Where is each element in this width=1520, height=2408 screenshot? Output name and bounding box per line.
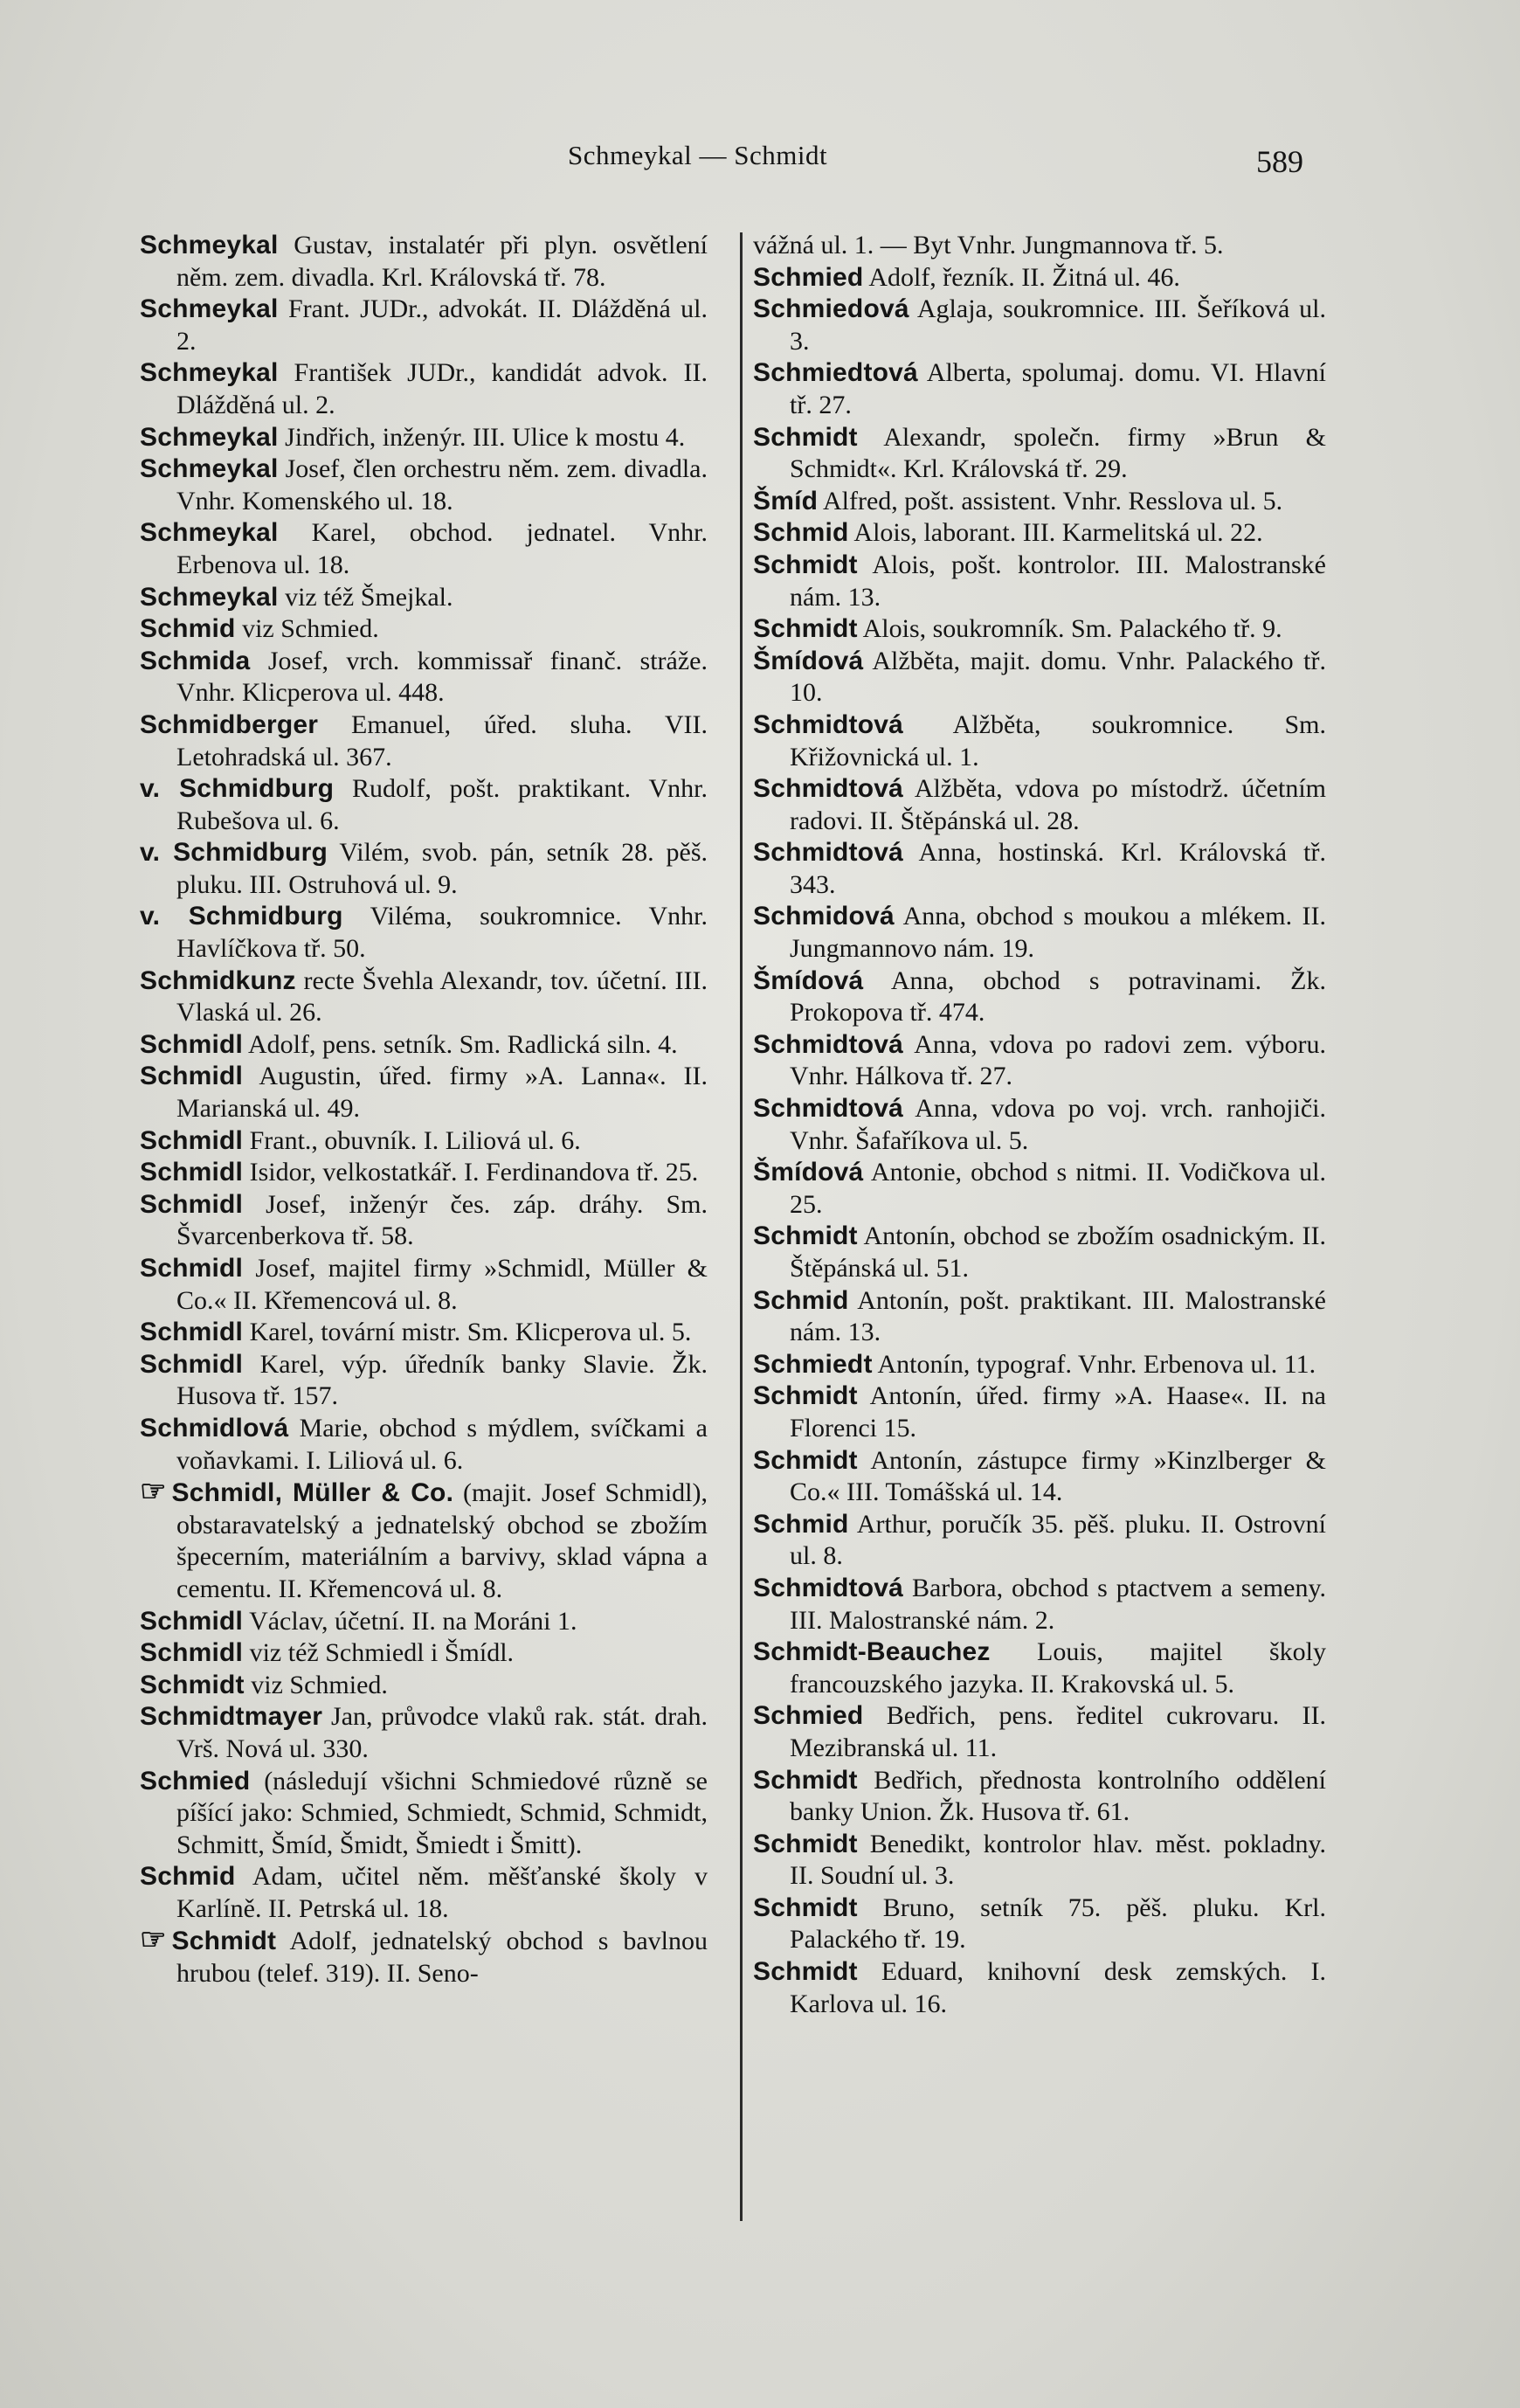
- entry-details: Arthur, poručík 35. pěš. pluku. II. Ostrovní ul. 8.: [790, 1509, 1326, 1571]
- entry-surname: Schmied: [753, 262, 864, 292]
- entry-details: Karel, tovární mistr. Sm. Klicperova ul. 5.: [249, 1318, 692, 1347]
- entry-surname: Schmidkunz: [140, 965, 296, 995]
- entry-surname: Schmidtová: [753, 1573, 904, 1602]
- directory-entry: [753, 262, 1326, 294]
- entry-details: viz též Schmiedl i Šmídl.: [249, 1638, 515, 1668]
- entry-details: Alžběta, vdova po místodrž. účetním radovi. II. Štěpánská ul. 28.: [790, 774, 1326, 835]
- directory-entry: [753, 1221, 1326, 1284]
- entry-surname: Schmidtová: [753, 838, 904, 868]
- entry-details: recte Švehla Alexandr, tov. účetní. III. Vlaská ul. 26.: [176, 965, 708, 1028]
- directory-entry: [753, 1285, 1326, 1349]
- directory-entry: [140, 517, 708, 581]
- directory-entry: [753, 965, 1326, 1029]
- entry-details: Alberta, spolumaj. domu. VI. Hlavní tř. 27.: [790, 358, 1326, 419]
- directory-entry: [753, 1700, 1326, 1764]
- directory-entry: [140, 1766, 708, 1862]
- entry-details: Emanuel, úřed. sluha. VII. Letohradská ul. 367.: [176, 709, 708, 772]
- entry-surname: Schmid: [140, 614, 236, 644]
- entry-details: vážná ul. 1. — Byt Vnhr. Jungmannova tř. 5.: [753, 231, 1224, 259]
- entry-surname: Schmidl: [140, 1158, 244, 1187]
- entry-details: Alois, soukromník. Sm. Palackého tř. 9.: [862, 614, 1282, 644]
- directory-entry: [140, 646, 708, 709]
- entry-surname: Schmeykal: [140, 582, 279, 612]
- entry-details: Vilém, svob. pán, setník 28. pěš. pluku. III. Ostruhová ul. 9.: [176, 838, 708, 899]
- entry-details: Antonie, obchod s nitmi. II. Vodičkova ul. 25.: [790, 1158, 1326, 1219]
- entry-details: Adam, učitel něm. měšťanské školy v Karlíně. II. Petrská ul. 18.: [176, 1862, 708, 1923]
- entry-details: Karel, výp. úředník banky Slavie. Žk. Husova tř. 157.: [176, 1349, 708, 1411]
- entry-surname: Schmidt: [753, 550, 858, 579]
- entry-details: Josef, majitel firmy »Schmidl, Müller & Co.« II. Křemencová ul. 8.: [176, 1254, 708, 1315]
- page-number: 589: [1256, 144, 1303, 179]
- entry-surname: Schmied: [140, 1766, 251, 1796]
- entry-details: Josef, inženýr čes. záp. dráhy. Sm. Švarcenberkova tř. 58.: [176, 1189, 708, 1251]
- entry-surname: Šmídová: [753, 1158, 864, 1187]
- entry-surname: Schmidl: [140, 1349, 244, 1379]
- entry-surname: Schmiedová: [753, 294, 909, 324]
- directory-entry: [140, 1125, 708, 1158]
- entry-surname: Schmeykal: [140, 294, 279, 324]
- directory-entry: [753, 1380, 1326, 1444]
- directory-entry: [753, 1349, 1326, 1381]
- entry-surname: Schmidt: [753, 1829, 858, 1858]
- entry-surname: v. Schmidburg: [140, 902, 343, 931]
- entry-details: (následují všichni Schmiedové různě se píšící jako: Schmied, Schmiedt, Schmid, Schmidt, Schmitt, Šmíd, Šmidt, Šmiedt i Šmitt).: [176, 1766, 708, 1859]
- entry-surname: Schmidt: [753, 1445, 858, 1475]
- entry-surname: Schmidl: [140, 1318, 244, 1347]
- entry-surname: Schmeykal: [140, 358, 279, 388]
- directory-entry: [140, 230, 708, 294]
- directory-entry: [753, 1093, 1326, 1157]
- entry-surname: Schmidt: [753, 1957, 858, 1987]
- entry-details: viz Schmied.: [242, 614, 379, 644]
- entry-surname: Šmídová: [753, 965, 864, 995]
- entry-details: Josef, člen orchestru něm. zem. divadla. Vnhr. Komenského ul. 18.: [176, 454, 708, 516]
- entry-surname: Schmidtová: [753, 1094, 904, 1124]
- directory-entry: [753, 517, 1326, 550]
- entry-details: Václav, účetní. II. na Moráni 1.: [249, 1606, 577, 1636]
- running-head: [0, 140, 1520, 183]
- directory-entry: [140, 613, 708, 646]
- entry-details: Anna, vdova po voj. vrch. ranhojiči. Vnhr. Šafaříkova ul. 5.: [790, 1094, 1326, 1155]
- directory-entry: [140, 1349, 708, 1413]
- entry-surname: Schmidová: [753, 902, 895, 931]
- entry-details: Antonín, úřed. firmy »A. Haase«. II. na Florenci 15.: [790, 1381, 1326, 1443]
- entry-details: Isidor, velkostatkář. I. Ferdinandova tř. 25.: [249, 1158, 699, 1187]
- entry-details: Anna, obchod s moukou a mlékem. II. Jungmannovo nám. 19.: [790, 902, 1326, 964]
- entry-details: Anna, hostinská. Krl. Královská tř. 343.: [790, 838, 1326, 899]
- directory-entry: [140, 1157, 708, 1189]
- entry-surname: Schmidberger: [140, 709, 319, 739]
- entry-surname: Schmidl: [140, 1638, 244, 1668]
- directory-entry: [753, 773, 1326, 837]
- entry-details: Frant. JUDr., advokát. II. Dlážděná ul. 2.: [176, 294, 708, 356]
- directory-entry: [140, 965, 708, 1029]
- entry-surname: Schmidtová: [753, 1029, 904, 1059]
- running-head-title: Schmeykal — Schmidt: [568, 140, 828, 170]
- entry-surname: Schmidlová: [140, 1413, 289, 1443]
- entry-surname: Schmidl: [140, 1254, 244, 1283]
- pointing-hand-icon: ☞: [140, 1924, 167, 1957]
- entry-surname: Schmeykal: [140, 454, 279, 484]
- directory-entry: [140, 1317, 708, 1349]
- entry-details: Alfred, pošt. assistent. Vnhr. Resslova ul. 5.: [823, 486, 1283, 516]
- directory-entry: [753, 1829, 1326, 1892]
- entry-details: Alois, pošt. kontrolor. III. Malostranské nám. 13.: [790, 550, 1326, 612]
- entry-details: Antonín, pošt. praktikant. III. Malostranské nám. 13.: [790, 1285, 1326, 1347]
- entry-surname: Schmidl: [140, 1029, 244, 1059]
- directory-entry: [140, 1701, 708, 1765]
- entry-details: Bruno, setník 75. pěš. pluku. Krl. Palackého tř. 19.: [790, 1892, 1326, 1955]
- entry-details: Bedřich, pens. ředitel cukrovaru. II. Mezibranská ul. 11.: [790, 1701, 1326, 1762]
- directory-entry: [140, 357, 708, 421]
- entry-details: Adolf, pens. setník. Sm. Radlická siln. 4.: [247, 1029, 678, 1059]
- pointing-hand-icon: ☞: [140, 1476, 167, 1509]
- entry-details: Augustin, úřed. firmy »A. Lanna«. II. Marianská ul. 49.: [176, 1062, 708, 1124]
- column-divider: [740, 232, 743, 2221]
- entry-details: Jan, průvodce vlaků rak. stát. drah. Vrš. Nová ul. 330.: [176, 1702, 708, 1763]
- entry-details: Frant., obuvník. I. Liliová ul. 6.: [249, 1125, 581, 1155]
- entry-details: viz Schmied.: [251, 1670, 388, 1699]
- directory-entry: [140, 837, 708, 901]
- entry-surname: Schmidt: [171, 1927, 277, 1956]
- directory-entry: [140, 453, 708, 517]
- directory-entry: [753, 422, 1326, 486]
- directory-entry: [140, 1861, 708, 1925]
- directory-entry: [753, 646, 1326, 709]
- directory-entry: [140, 422, 708, 454]
- entry-details: Rudolf, pošt. praktikant. Vnhr. Rubešova ul. 6.: [176, 774, 708, 835]
- entry-surname: Schmidl, Müller & Co.: [171, 1478, 454, 1508]
- entry-surname: Schmidt: [753, 1765, 858, 1795]
- directory-entry: [753, 613, 1326, 646]
- entry-details: Barbora, obchod s ptactvem a semeny. III. Malostranské nám. 2.: [790, 1573, 1327, 1635]
- directory-entry: [140, 1606, 708, 1638]
- directory-entry: [140, 709, 708, 773]
- entry-details: Adolf, jednatelský obchod s bavlnou hrubou (telef. 319). II. Seno-: [176, 1927, 708, 1989]
- left-column: [140, 230, 708, 1990]
- directory-entry: [753, 294, 1326, 357]
- directory-entry: [753, 1029, 1326, 1093]
- entry-details: Alexandr, společn. firmy »Brun & Schmidt«. Krl. Královská tř. 29.: [790, 422, 1326, 484]
- entry-details: Anna, vdova po radovi zem. výboru. Vnhr. Hálkova tř. 27.: [790, 1029, 1326, 1091]
- directory-entry: [140, 294, 708, 357]
- entry-details: Antonín, obchod se zbožím osadnickým. II. Štěpánská ul. 51.: [790, 1221, 1326, 1283]
- entry-surname: Schmidl: [140, 1062, 244, 1091]
- entry-surname: Schmidtová: [753, 709, 904, 739]
- directory-entry: [140, 1061, 708, 1124]
- right-column: [753, 230, 1326, 2020]
- entry-surname: Schmidt: [753, 422, 858, 452]
- entry-details: (majit. Josef Schmidl), obstaravatelský a jednatelský obchod se zbožím špecerním, materiálním a barvivy, sklad vápna a cementu. II. Křemencová ul. 8.: [176, 1478, 708, 1603]
- directory-entry: [753, 1445, 1326, 1509]
- directory-entry: [753, 230, 1326, 262]
- entry-details: Josef, vrch. kommissař finanč. stráže. Vnhr. Klicperova ul. 448.: [176, 646, 708, 708]
- entry-details: Viléma, soukromnice. Vnhr. Havlíčkova tř. 50.: [176, 902, 708, 964]
- entry-details: Alois, laborant. III. Karmelitská ul. 22.: [853, 518, 1263, 548]
- directory-entry: [753, 357, 1326, 421]
- directory-entry: [140, 1189, 708, 1253]
- directory-entry: [753, 709, 1326, 773]
- entry-surname: Šmídová: [753, 646, 864, 675]
- entry-surname: v. Schmidburg: [140, 774, 335, 804]
- entry-details: Bedřich, přednosta kontrolního oddělení banky Union. Žk. Husova tř. 61.: [790, 1765, 1326, 1827]
- entry-surname: Schmidtová: [753, 774, 904, 804]
- entry-details: Eduard, knihovní desk zemských. I. Karlova ul. 16.: [790, 1957, 1326, 2018]
- entry-details: Gustav, instalatér při plyn. osvětlení něm. zem. divadla. Krl. Královská tř. 78.: [176, 231, 708, 292]
- entry-surname: Schmidtmayer: [140, 1702, 323, 1732]
- directory-entry: [753, 486, 1326, 518]
- directory-entry: [140, 773, 708, 837]
- directory-entry: [140, 1925, 708, 1989]
- entry-surname: Schmidt-Beauchez: [753, 1637, 991, 1667]
- entry-details: Antonín, zástupce firmy »Kinzlberger & Co.« III. Tomášská ul. 14.: [790, 1445, 1326, 1507]
- entry-details: Adolf, řezník. II. Žitná ul. 46.: [868, 262, 1180, 292]
- entry-surname: Schmeykal: [140, 231, 279, 259]
- entry-surname: Schmid: [753, 1509, 849, 1539]
- directory-entry: [140, 1637, 708, 1670]
- entry-surname: Šmíd: [753, 486, 819, 516]
- directory-entry: [753, 901, 1326, 965]
- directory-entry: [753, 550, 1326, 613]
- directory-entry: [140, 1029, 708, 1062]
- directory-entry: [140, 582, 708, 614]
- directory-entry: [140, 1253, 708, 1317]
- directory-entry: [753, 1636, 1326, 1700]
- directory-entry: [140, 1413, 708, 1477]
- entry-surname: Schmiedt: [753, 1349, 873, 1379]
- directory-entry: [753, 1157, 1326, 1221]
- entry-surname: Schmid: [753, 1285, 849, 1315]
- entry-details: Antonín, typograf. Vnhr. Erbenova ul. 11.: [877, 1349, 1316, 1379]
- directory-entry: [753, 1765, 1326, 1829]
- entry-surname: Schmidl: [140, 1125, 244, 1155]
- entry-surname: Schmeykal: [140, 422, 279, 452]
- directory-entry: [753, 1892, 1326, 1956]
- entry-surname: Schmidl: [140, 1189, 244, 1219]
- directory-entry: [140, 1477, 708, 1605]
- entry-surname: Schmid: [753, 518, 849, 548]
- entry-surname: Schmidt: [140, 1670, 245, 1699]
- directory-entry: [140, 1670, 708, 1702]
- entry-surname: Schmiedtová: [753, 358, 918, 388]
- entry-details: František JUDr., kandidát advok. II. Dlážděná ul. 2.: [176, 358, 708, 419]
- directory-entry: [753, 1956, 1326, 2020]
- entry-surname: Schmied: [753, 1701, 864, 1731]
- entry-details: Jindřich, inženýr. III. Ulice k mostu 4.: [285, 422, 686, 452]
- directory-entry: [753, 837, 1326, 901]
- entry-details: Alžběta, majit. domu. Vnhr. Palackého tř. 10.: [790, 646, 1326, 708]
- entry-surname: Schmidt: [753, 1381, 858, 1411]
- entry-details: Anna, obchod s potravinami. Žk. Prokopova tř. 474.: [790, 965, 1326, 1028]
- entry-surname: Schmid: [140, 1862, 236, 1892]
- entry-surname: v. Schmidburg: [140, 838, 328, 868]
- entry-details: Benedikt, kontrolor hlav. měst. pokladny. II. Soudní ul. 3.: [790, 1829, 1326, 1891]
- entry-surname: Schmidt: [753, 1892, 858, 1922]
- entry-surname: Schmeykal: [140, 518, 279, 548]
- entry-surname: Schmidt: [753, 1221, 858, 1251]
- entry-details: viz též Šmejkal.: [285, 582, 453, 612]
- entry-details: Marie, obchod s mýdlem, svíčkami a voňavkami. I. Liliová ul. 6.: [176, 1413, 708, 1475]
- entry-details: Louis, majitel školy francouzského jazyka. II. Krakovská ul. 5.: [790, 1637, 1326, 1699]
- entry-surname: Schmida: [140, 646, 251, 675]
- entry-details: Karel, obchod. jednatel. Vnhr. Erbenova ul. 18.: [176, 518, 708, 579]
- directory-entry: [753, 1573, 1326, 1636]
- entry-details: Aglaja, soukromnice. III. Šeříková ul. 3.: [790, 294, 1326, 356]
- entry-surname: Schmidt: [753, 614, 858, 644]
- directory-entry: [140, 901, 708, 965]
- entry-surname: Schmidl: [140, 1606, 244, 1636]
- directory-entry: [753, 1509, 1326, 1573]
- entry-details: Alžběta, soukromnice. Sm. Křižovnická ul. 1.: [790, 709, 1326, 772]
